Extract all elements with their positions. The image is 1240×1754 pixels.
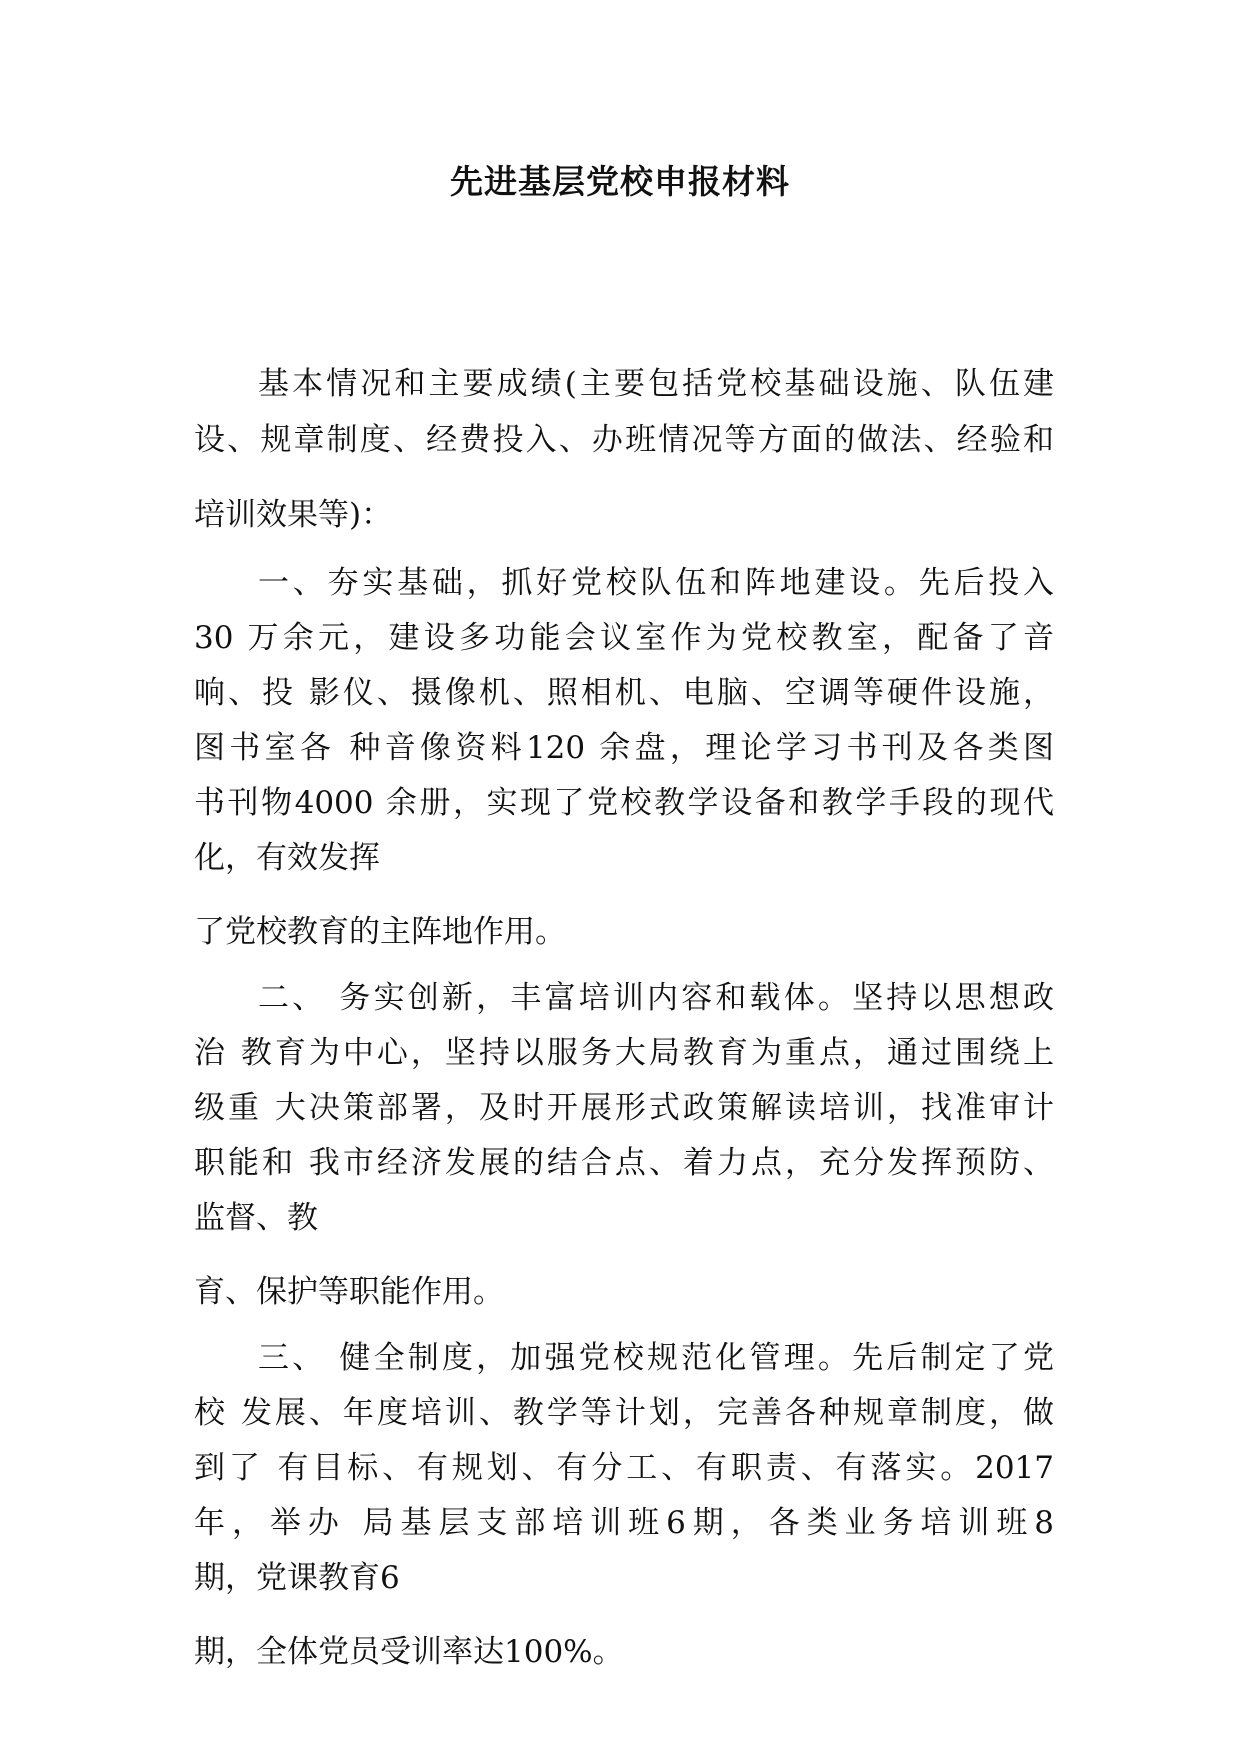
paragraph-line: 了党校教育的主阵地作用。 xyxy=(194,914,566,950)
document-title: 先进基层党校申报材料 xyxy=(450,162,790,201)
paragraph-line: 三、 健全制度，加强党校规范化管理。先后制定了党 xyxy=(258,1340,1054,1376)
paragraph-line: 校 发展、年度培训、教学等计划，完善各种规章制度，做 xyxy=(194,1395,1054,1431)
paragraph-line: 图书室各 种音像资料120 余盘，理论学习书刊及各类图 xyxy=(194,730,1054,766)
paragraph-line: 响、投 影仪、摄像机、照相机、电脑、空调等硬件设施， xyxy=(194,675,1054,711)
paragraph-line: 书刊物4000 余册，实现了党校教学设备和教学手段的现代 xyxy=(194,785,1054,821)
paragraph-line: 年，举办 局基层支部培训班6期，各类业务培训班8 xyxy=(194,1505,1054,1541)
paragraph-line: 化，有效发挥 xyxy=(194,840,380,876)
paragraph-line: 30 万余元，建设多功能会议室作为党校教室，配备了音 xyxy=(194,620,1054,656)
paragraph-line: 育、保护等职能作用。 xyxy=(194,1274,504,1310)
paragraph-line: 到了 有目标、有规划、有分工、有职责、有落实。2017 xyxy=(194,1450,1054,1486)
paragraph-line: 基本情况和主要成绩(主要包括党校基础设施、队伍建 xyxy=(258,366,1054,402)
paragraph-line: 培训效果等)： xyxy=(194,497,393,533)
paragraph-line: 级重 大决策部署，及时开展形式政策解读培训，找准审计 xyxy=(194,1090,1054,1126)
paragraph-line: 期，党课教育6 xyxy=(194,1560,400,1596)
paragraph-line: 职能和 我市经济发展的结合点、着力点，充分发挥预防、 xyxy=(194,1145,1054,1181)
paragraph-line: 治 教育为中心，坚持以服务大局教育为重点，通过围绕上 xyxy=(194,1035,1054,1071)
paragraph-line: 一、夯实基础，抓好党校队伍和阵地建设。先后投入 xyxy=(258,565,1054,601)
paragraph-line: 设、规章制度、经费投入、办班情况等方面的做法、经验和 xyxy=(194,422,1054,458)
paragraph-line: 监督、教 xyxy=(194,1200,318,1236)
paragraph-line: 期，全体党员受训率达100%。 xyxy=(194,1634,624,1670)
paragraph-line: 二、 务实创新，丰富培训内容和载体。坚持以思想政 xyxy=(258,980,1054,1016)
